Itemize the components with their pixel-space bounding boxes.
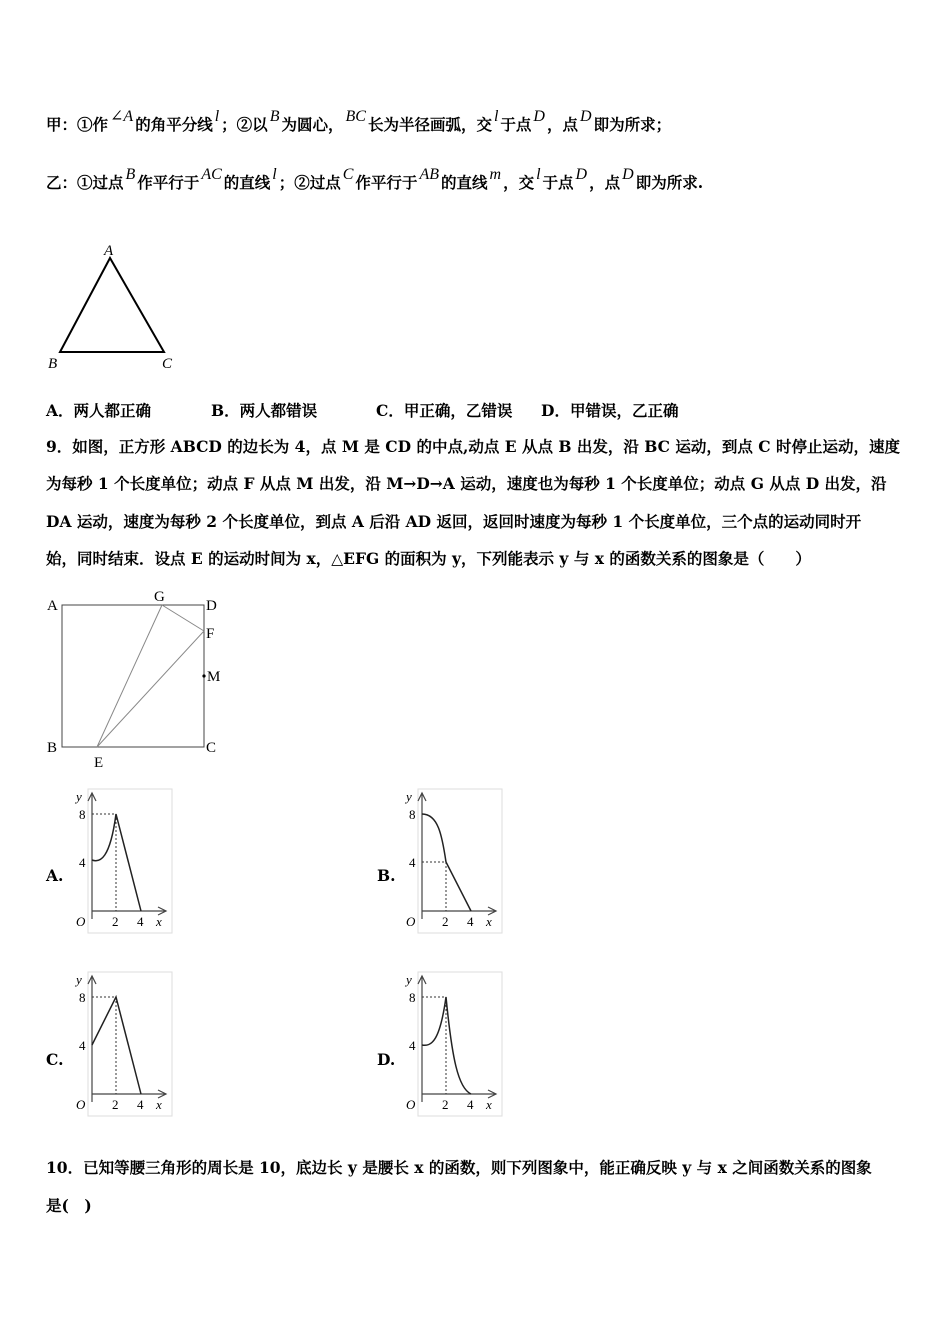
tick-x4: 4 — [137, 914, 144, 929]
tick-x4: 4 — [467, 914, 474, 929]
label-x: x — [156, 914, 162, 929]
label-a: A — [104, 243, 114, 259]
segment-ef — [97, 631, 204, 747]
tick-x2: 2 — [112, 914, 119, 929]
function-curve — [422, 814, 471, 911]
math-d: D — [533, 108, 545, 125]
math-d: D — [622, 166, 634, 183]
math-ab: AB — [419, 166, 439, 183]
q8-option-a[interactable]: A．两人都正确 — [46, 401, 152, 420]
label-g: G — [154, 589, 165, 605]
tick-4: 4 — [79, 855, 86, 870]
yi-text: 作平行于 — [137, 173, 200, 192]
q8-option-b[interactable]: B．两人都错误 — [211, 401, 318, 420]
math-l: l — [214, 108, 220, 125]
label-e: E — [94, 755, 104, 771]
label-o: O — [76, 914, 86, 929]
label-f: F — [206, 626, 215, 642]
graph-option-b-label[interactable]: B. — [377, 866, 396, 885]
yi-text: ，点 — [589, 173, 621, 192]
jia-statement — [46, 108, 672, 137]
label-d: D — [206, 598, 217, 614]
jia-text: ；②以 — [221, 115, 268, 134]
label-c: C — [162, 356, 173, 372]
tick-4: 4 — [79, 1038, 86, 1053]
q9-line-1: 9．如图，正方形 ABCD 的边长为 4，点 M 是 CD 的中点,动点 E 从点 B 出发，沿 BC 运动，到点 C 时停止运动，速度 — [46, 437, 901, 456]
label-o: O — [76, 1097, 86, 1112]
jia-text: 的角平分线 — [135, 115, 213, 134]
yi-statement — [46, 166, 704, 195]
q10-line-1: 10．已知等腰三角形的周长是 10，底边长 y 是腰长 x 的函数，则下列图象中，能正确反映 y 与 x 之间函数关系的图象 — [46, 1158, 872, 1177]
q9-line-3: DA 运动，速度为每秒 2 个长度单位，到点 A 后沿 AD 返回，返回时速度为每秒 1 个长度单位，三个点的运动同时开 — [46, 512, 862, 531]
tick-8: 8 — [409, 990, 416, 1005]
tick-x4: 4 — [467, 1097, 474, 1112]
label-y: y — [406, 789, 412, 804]
label-m: M — [207, 669, 221, 685]
tick-8: 8 — [79, 990, 86, 1005]
point-m — [202, 674, 205, 677]
yi-text: 乙：①过点 — [46, 173, 124, 192]
segment-eg — [97, 605, 162, 747]
tick-x2: 2 — [442, 1097, 449, 1112]
graph-a[interactable] — [70, 785, 175, 937]
triangle-abc — [60, 258, 164, 352]
label-o: O — [406, 914, 416, 929]
yi-text: ；②过点 — [278, 173, 341, 192]
label-a: A — [47, 598, 58, 614]
graph-option-c-label[interactable]: C. — [46, 1050, 64, 1069]
tick-8: 8 — [409, 807, 416, 822]
graph-option-d-label[interactable]: D. — [377, 1050, 396, 1069]
square-abcd — [62, 605, 204, 747]
tick-8: 8 — [79, 807, 86, 822]
triangle-figure — [44, 240, 184, 375]
graph-c[interactable] — [70, 968, 175, 1120]
yi-text: 作平行于 — [355, 173, 418, 192]
jia-text: 即为所求； — [593, 115, 672, 134]
label-y: y — [406, 972, 412, 987]
math-m: m — [489, 166, 502, 183]
math-l: l — [536, 166, 541, 183]
q8-option-c[interactable]: C．甲正确，乙错误 — [376, 401, 513, 420]
tick-x4: 4 — [137, 1097, 144, 1112]
tick-4: 4 — [409, 1038, 416, 1053]
segment-gf — [162, 605, 204, 631]
graph-d[interactable] — [400, 968, 505, 1120]
math-b: B — [269, 108, 280, 125]
math-d: D — [575, 166, 588, 183]
jia-text: ，点 — [546, 115, 578, 134]
math-c: C — [342, 166, 354, 183]
jia-text: 长为半径画弧，交 — [367, 115, 492, 134]
jia-text: 甲：①作 — [46, 115, 109, 134]
q9-line-4: 始，同时结束．设点 E 的运动时间为 x，△EFG 的面积为 y，下列能表示 y 与 x 的函数关系的图象是（ ） — [46, 549, 811, 568]
label-o: O — [406, 1097, 416, 1112]
label-c: C — [206, 740, 217, 756]
jia-text: 为圆心， — [281, 115, 344, 134]
yi-text: 于点 — [542, 173, 574, 192]
graph-option-a-label[interactable]: A. — [46, 866, 64, 885]
label-x: x — [156, 1097, 162, 1112]
math-b: B — [125, 166, 136, 183]
math-angle-a: ∠A — [110, 108, 134, 125]
tick-4: 4 — [409, 855, 416, 870]
q9-line-2: 为每秒 1 个长度单位；动点 F 从点 M 出发，沿 M→D→A 运动，速度也为每秒 1 个长度单位；动点 G 从点 D 出发，沿 — [46, 474, 887, 493]
label-b: B — [47, 740, 58, 756]
yi-text: 的直线 — [223, 173, 271, 192]
tick-x2: 2 — [112, 1097, 119, 1112]
label-y: y — [76, 972, 82, 987]
math-d: D — [580, 108, 592, 125]
label-x: x — [486, 914, 492, 929]
label-x: x — [486, 1097, 492, 1112]
label-b: B — [48, 356, 58, 372]
math-l: l — [493, 108, 499, 125]
math-l: l — [272, 166, 277, 183]
math-ac: AC — [201, 166, 222, 183]
yi-text: ，交 — [503, 173, 535, 192]
math-bc: BC — [345, 108, 366, 125]
jia-text: 于点 — [500, 115, 532, 134]
tick-x2: 2 — [442, 914, 449, 929]
q10-line-2: 是( ) — [46, 1196, 92, 1215]
label-y: y — [76, 789, 82, 804]
square-figure — [44, 586, 234, 776]
graph-b[interactable] — [400, 785, 505, 937]
q8-option-d[interactable]: D．甲错误，乙正确 — [541, 401, 679, 420]
yi-text: 即为所求. — [635, 173, 704, 192]
yi-text: 的直线 — [440, 173, 488, 192]
